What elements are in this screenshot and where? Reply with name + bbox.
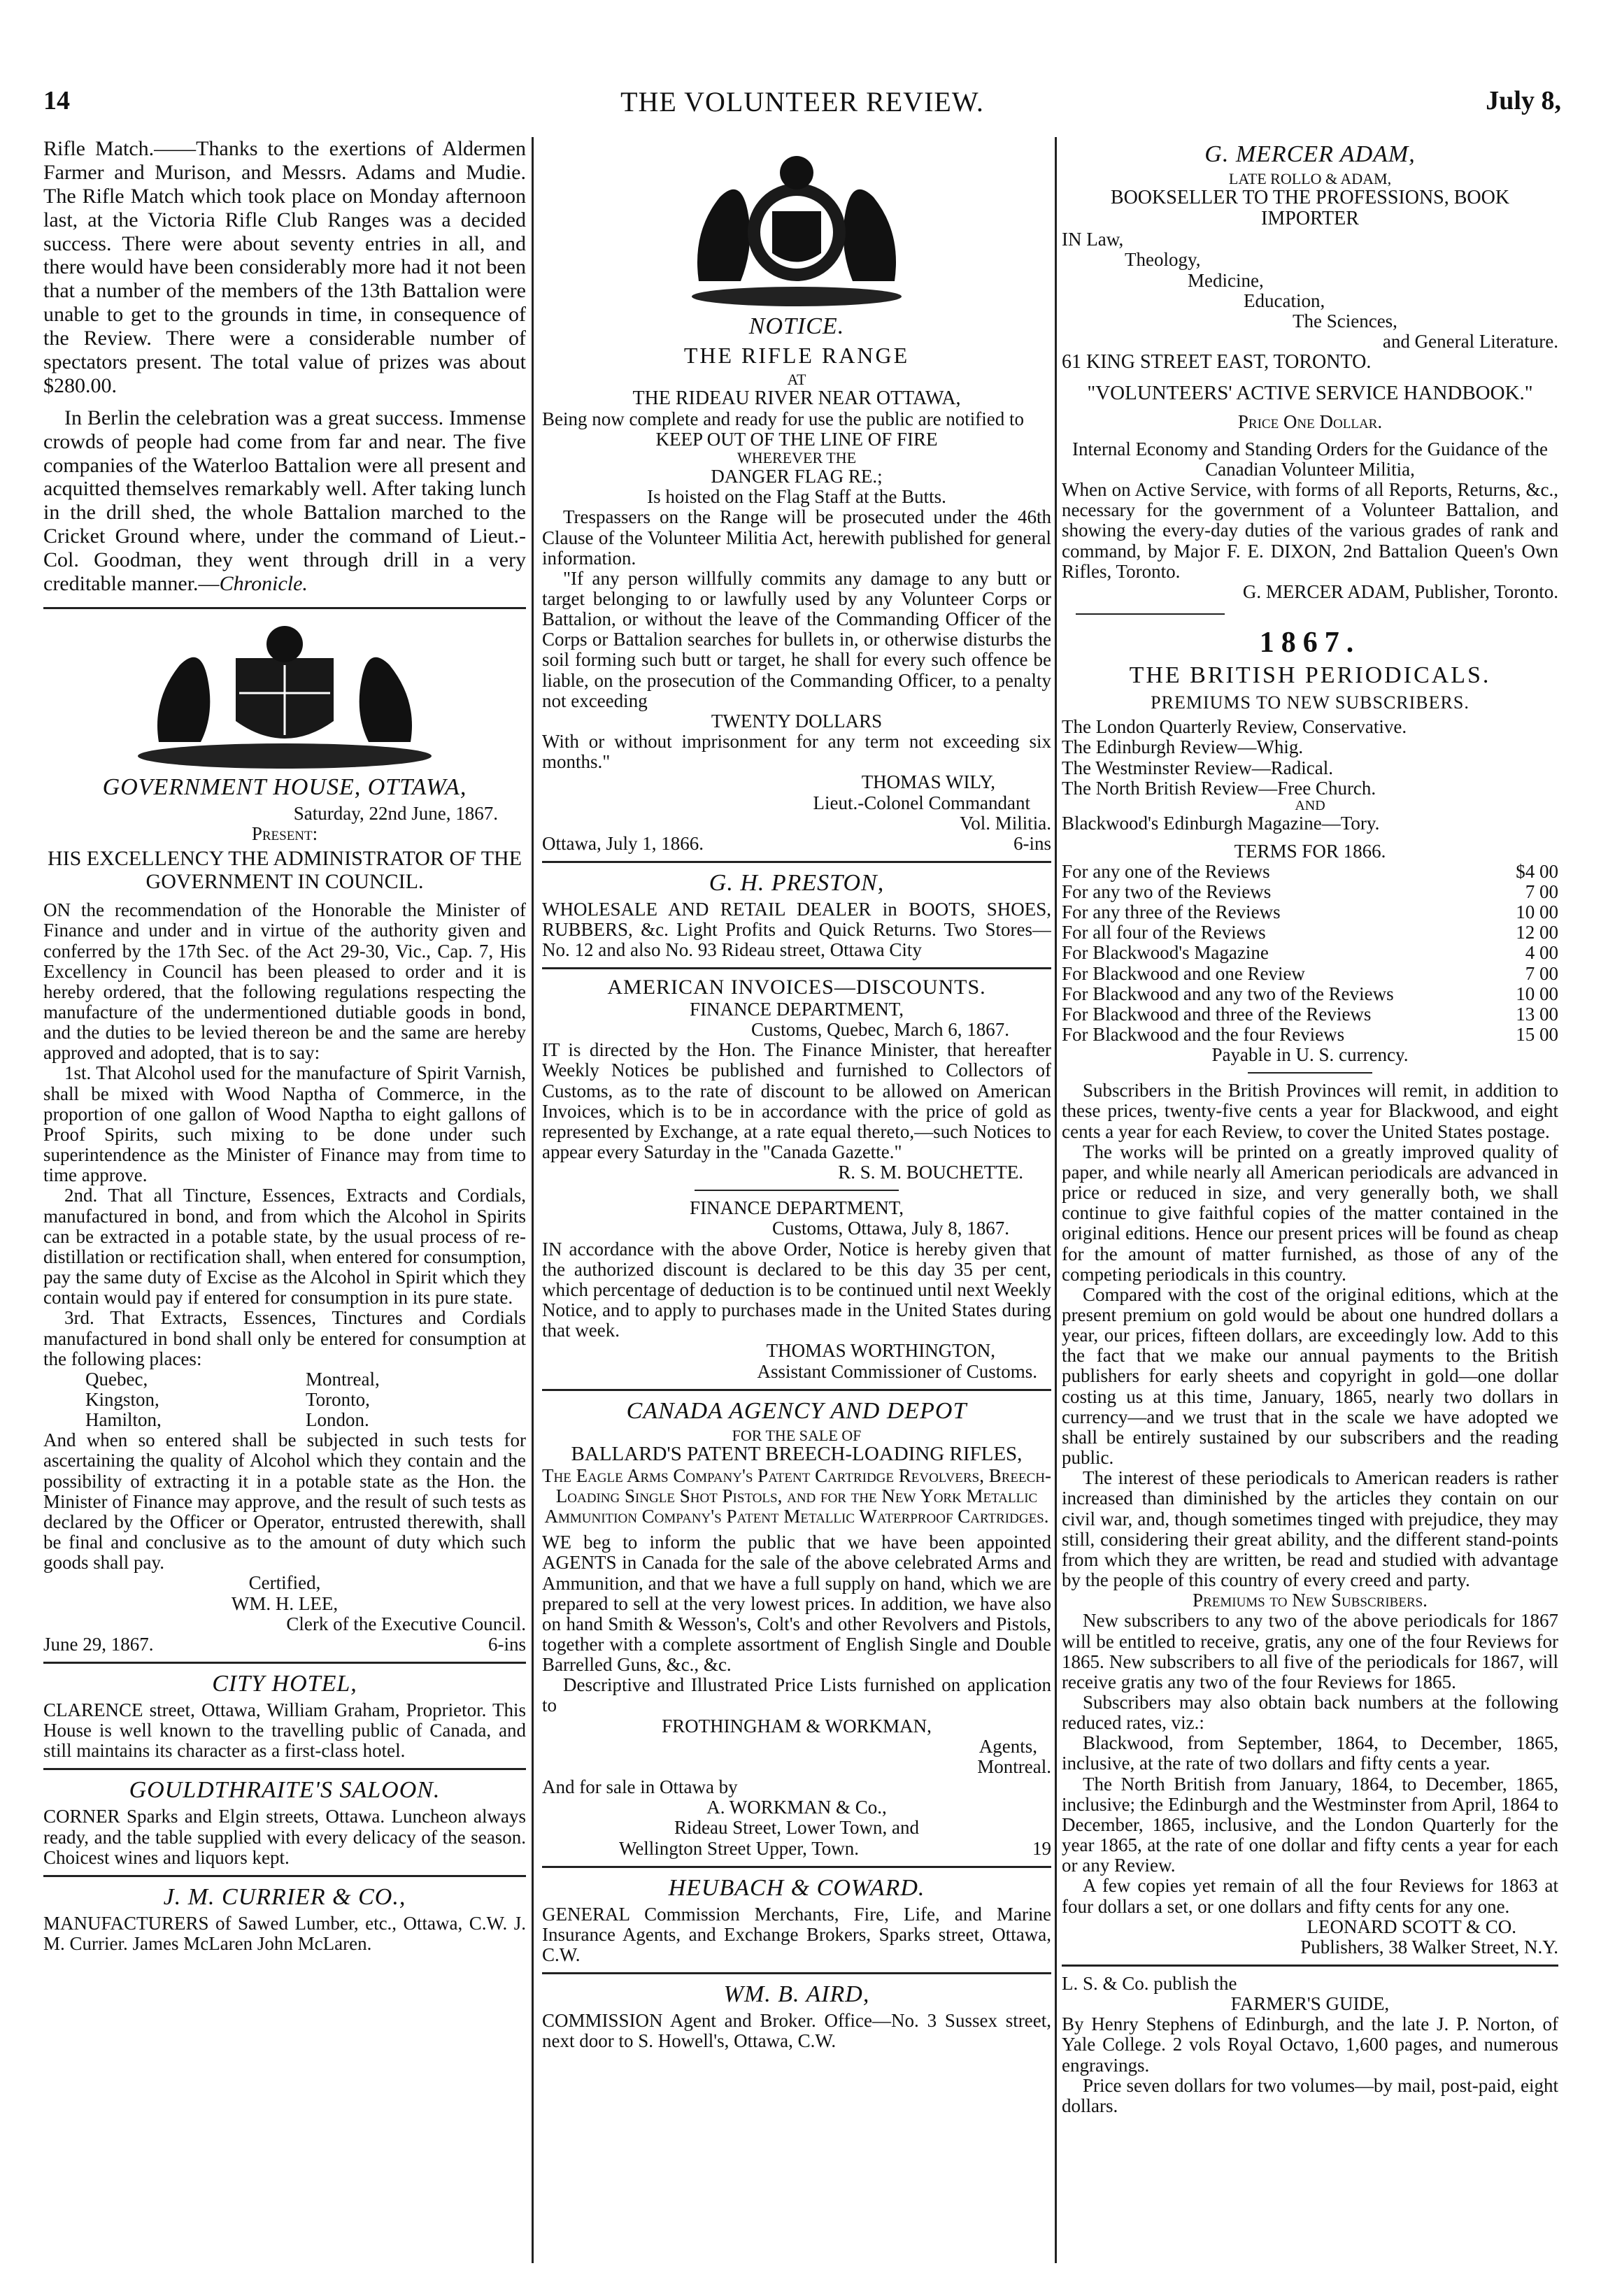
danger-flag-line: DANGER FLAG RE.; <box>711 466 883 487</box>
government-house-heading: GOVERNMENT HOUSE, OTTAWA, <box>102 773 467 800</box>
militia-act-quote: "If any person willfully commits any damage to any butt or target belonging to or lawfully used by any Volunteer Corps or Battalion, or without the leave of the Commanding Officer of the Corps or Battalion searches for bullets in, or otherwise disturbs the soil forming such butt or target, he shall for every such offence be liable, on the prosecution of the Commanding Officer, to a penalty not exceeding <box>542 567 1051 711</box>
order-date-line: Saturday, 22nd June, 1867. <box>293 802 498 824</box>
terms-row: For any two of the Reviews 7 00 <box>1062 880 1558 902</box>
places-list <box>43 1369 526 1430</box>
column-divider <box>532 137 534 2263</box>
price-seven-text: Price seven dollars for two volumes—by mail, post-paid, eight dollars. <box>1062 2074 1558 2116</box>
section-rule <box>43 607 526 609</box>
terms-row: For Blackwood and three of the Reviews 13 00 <box>1062 1003 1558 1025</box>
year-heading: 1867. <box>1259 627 1361 659</box>
handbook-title: "VOLUNTEERS' ACTIVE SERVICE HANDBOOK." <box>1087 382 1533 405</box>
discount-notice: IN accordance with the above Order, Notice is hereby given that the authorized discount is declared to be this day 35 per cent, which percentage of deduction is to be continued until next Weekly Notice, and to apply to purchases made in the United States during that week. <box>542 1238 1051 1341</box>
farmers-guide-heading: FARMER'S GUIDE, <box>1230 1993 1390 2015</box>
section-rule <box>43 1662 526 1664</box>
trespassers-text: Trespassers on the Range will be prosecuted under the 46th Clause of the Volunteer Militia Act, herewith published for general information. <box>542 506 1051 569</box>
subject-law: IN Law, <box>1062 229 1124 250</box>
subject-literature: and General Literature. <box>1382 331 1558 352</box>
wherever-label: WHEREVER THE <box>737 449 857 467</box>
bouchette-signature: R. S. M. BOUCHETTE. <box>838 1162 1023 1183</box>
north-british-text: The North British from January, 1864, to December, 1865, inclusive; the Edinburgh and the Westminster from April, 1864 to December, 1865, inclusive, and the London Quarterly for the year 1865, at the rate of one dollar and fifty cents a year for each or any Review. <box>1062 1773 1558 1876</box>
place-item: Quebec, <box>85 1368 148 1390</box>
few-copies-text: A few copies yet remain of all the four Reviews for 1863 at four dollars a set, or one dollars and fifty cents for any one. <box>1062 1875 1558 1917</box>
review-item: The Edinburgh Review—Whig. <box>1062 736 1304 758</box>
imprisonment-text: With or without imprisonment for any term not exceeding six months." <box>542 731 1051 773</box>
city-hotel-ad: CLARENCE street, Ottawa, William Graham, Proprietor. This House is well known to the travelling public of Canada, and still maintains its character as a first-class hotel. <box>43 1699 526 1762</box>
city-hotel-heading: CITY HOTEL, <box>212 1671 357 1697</box>
customs-quebec-date: Customs, Quebec, March 6, 1867. <box>751 1019 1009 1041</box>
terms-table <box>1062 862 1558 1045</box>
aird-heading: WM. B. AIRD, <box>723 1981 870 2008</box>
publish-line: L. S. & Co. publish the <box>1062 1973 1237 1994</box>
terms-row: For any one of the Reviews $4 00 <box>1062 860 1558 882</box>
agents-label: Agents, <box>979 1735 1037 1757</box>
aird-ad: COMMISSION Agent and Broker. Office—No. 3 Sussex street, next door to S. Howell's, Ottawa, C.W. <box>542 2010 1051 2052</box>
insertion-count: 19 <box>1032 1837 1051 1859</box>
signer-name: WM. H. LEE, <box>231 1592 339 1614</box>
insertion-count: 6-ins <box>1013 832 1051 854</box>
section-rule <box>542 1866 1051 1868</box>
economy-text: Internal Economy and Standing Orders for the Guidance of the Canadian Volunteer Militia, <box>1072 438 1549 480</box>
royal-coat-of-arms-icon <box>678 141 916 309</box>
payable-line: Payable in U. S. currency. <box>1211 1044 1409 1066</box>
for-sale-label: FOR THE SALE OF <box>732 1426 862 1444</box>
heubach-heading: HEUBACH & COWARD. <box>668 1874 925 1901</box>
page-number: 14 <box>43 86 70 115</box>
terms-row: For Blackwood and the four Reviews 15 00 <box>1062 1023 1558 1045</box>
subject-sciences: The Sciences, <box>1293 310 1397 331</box>
eagle-arms-text: The Eagle Arms Company's Patent Cartridge Revolvers, Breech-Loading Single Shot Pistols, and for the New York Metallic Ammunition Company's Patent Metallic Waterproof Cartridges. <box>542 1464 1051 1527</box>
order-clause-1: 1st. That Alcohol used for the manufacture of Spirit Varnish, shall be mixed with Wood Naptha of Commerce, in the proportion of one gallon of Wood Naptha to eight gallons of Proof Spirits, such mixing to be done under such superintendence as the Minister of Finance may from time to time approve. <box>43 1062 526 1186</box>
handbook-price: Price One Dollar. <box>1237 411 1383 432</box>
customs-ottawa-date: Customs, Ottawa, July 8, 1867. <box>771 1218 1009 1239</box>
workman-footer <box>542 1839 1051 1859</box>
new-subscribers-text: New subscribers to any two of the above periodicals for 1867 will be entitled to receive, gratis, any one of the four Reviews for 1865. New subscribers to all five of the periodicals for 1867, will receive gratis any two of the four Reviews for 1865. <box>1062 1610 1558 1692</box>
column-left <box>43 137 526 2263</box>
present-label: Present: <box>251 823 318 845</box>
certified-label: Certified, <box>248 1572 321 1594</box>
column-middle <box>542 137 1051 2263</box>
short-rule <box>1248 1072 1372 1074</box>
newspaper-title: THE VOLUNTEER REVIEW. <box>620 86 984 117</box>
order-clause-2: 2nd. That all Tincture, Essences, Extracts and Cordials, manufactured in bond, and from which the Alcohol in Spirits can be extracted in a potable state, by the usual process of re-distillation or rectification shall, when entered for consumption, pay the same duty of Excise as the Alcohol in Spirit which they contain would pay if entered for consumption in its pure state. <box>43 1185 526 1309</box>
saloon-heading: GOULDTHRAITE'S SALOON. <box>129 1777 441 1804</box>
interest-text: The interest of these periodicals to American readers is rather increased than diminished by the articles they contain on our civil war, and, though sometimes tinged with prejudice, they may still, considering their great ability, and the different stand-points from which they are written, be read and studied with advantage by the people of this country of every creed and party. <box>1062 1467 1558 1591</box>
agents-notice: WE beg to inform the public that we have been appointed AGENTS in Canada for the sale of the above celebrated Arms and Ammunition, and that we have a full supply on hand, which we are prepared to sell at the very lowest prices. In addition, we have also on hand Smith & Wesson's, Colt's and other Revolvers and Pistols, together with a complete assortment of English Single and Double Barrelled Guns, &c., &c. <box>542 1532 1051 1676</box>
currier-ad: MANUFACTURERS of Sawed Lumber, etc., Ottawa, C.W. J. M. Currier. James McLaren John McLaren. <box>43 1912 526 1955</box>
section-rule <box>542 967 1051 969</box>
keep-out-line: KEEP OUT OF THE LINE OF FIRE <box>655 429 938 450</box>
order-dated: June 29, 1867. <box>43 1633 154 1655</box>
depot-heading: CANADA AGENCY AND DEPOT <box>626 1397 967 1424</box>
premiums-heading: PREMIUMS TO NEW SUBSCRIBERS. <box>1151 692 1470 713</box>
active-service-text: When on Active Service, with forms of all Reports, Returns, &c., necessary for the government of a Volunteer Battalion, and showing the every-day duties of the various grades of rank and command, by Major F. E. DIXON, 2nd Battalion Queen's Own Rifles, Toronto. <box>1062 479 1558 582</box>
worthington-title: Assistant Commissioner of Customs. <box>757 1360 1037 1382</box>
hoisted-line: Is hoisted on the Flag Staff at the Butts. <box>647 486 946 508</box>
preston-heading: G. H. PRESTON, <box>709 870 885 897</box>
order-intro: ON the recommendation of the Honorable the Minister of Finance and under and in virtue of the authority given and conferred by the 17th Sec. of the Act 29-30, Vic., Cap. 7, His Excellency in Council has been pleased to order and it is hereby ordered, that the following regulations respecting the manufacture of the undermentioned dutiable goods in bond, and the duties to be levied thereon be and the same are hereby approved and adopted, that is to say: <box>43 899 526 1064</box>
blackwood-item: Blackwood's Edinburgh Magazine—Tory. <box>1062 813 1380 834</box>
works-text: The works will be printed on a greatly improved quality of paper, and while nearly all American periodicals are advanced in price or reduced in size, and very generally both, we shall continue to give faithful copies of the matter contained in the original editions. Hence our present prices will be found as cheap for the amount of matter furnished, as those of any of the competing periodicals in this country. <box>1062 1141 1558 1285</box>
subject-education: Education, <box>1244 290 1325 311</box>
terms-row: For any three of the Reviews 10 00 <box>1062 901 1558 923</box>
wily-name: THOMAS WILY, <box>861 771 995 793</box>
frothingham-name: FROTHINGHAM & WORKMAN, <box>662 1715 932 1737</box>
notice-heading: NOTICE. <box>748 313 845 339</box>
place-item: Kingston, <box>85 1388 159 1410</box>
notice-footer <box>542 834 1051 854</box>
wellington-street-text: Wellington Street Upper, Town. <box>619 1837 860 1859</box>
section-rule <box>43 1875 526 1877</box>
terms-row: For Blackwood's Magazine 4 00 <box>1062 942 1558 964</box>
subject-medicine: Medicine, <box>1188 269 1264 291</box>
signer-title: Clerk of the Executive Council. <box>286 1613 526 1634</box>
terms-row: For Blackwood and one Review 7 00 <box>1062 962 1558 984</box>
ballards-heading: BALLARD'S PATENT BREECH-LOADING RIFLES, <box>571 1443 1023 1466</box>
periodicals-heading: THE BRITISH PERIODICALS. <box>1129 662 1491 689</box>
scott-name: LEONARD SCOTT & CO. <box>1307 1916 1516 1937</box>
wily-title: Lieut.-Colonel Commandant <box>813 792 1030 813</box>
column-right <box>1062 137 1558 2263</box>
short-rule <box>1076 613 1225 615</box>
issue-date: July 8, <box>1486 86 1561 115</box>
review-item: The London Quarterly Review, Conservative. <box>1062 716 1407 738</box>
sale-ottawa-text: And for sale in Ottawa by <box>542 1776 738 1798</box>
saloon-ad: CORNER Sparks and Elgin streets, Ottawa. Luncheon always ready, and the table supplied with every delicacy of the season. Choicest wines and liquors kept. <box>43 1806 526 1868</box>
rifle-range-heading: THE RIFLE RANGE <box>683 343 910 368</box>
place-item: London. <box>306 1409 369 1431</box>
terms-heading: TERMS FOR 1866. <box>1234 840 1386 862</box>
royal-coat-of-arms-icon <box>124 616 446 770</box>
back-numbers-text: Subscribers may also obtain back numbers at the following reduced rates, viz.: <box>1062 1691 1558 1734</box>
review-item: The Westminster Review—Radical. <box>1062 757 1333 778</box>
finance-department-label: FINANCE DEPARTMENT, <box>690 1197 904 1219</box>
invoices-heading: AMERICAN INVOICES—DISCOUNTS. <box>607 976 986 999</box>
rifle-match-article: Rifle Match.——Thanks to the exertions of Aldermen Farmer and Murison, and Messrs. Adams and Mudie. The Rifle Match which took place on Monday afternoon last, at the Victoria Rifle Club Ranges was a decided success. There were about seventy entries in all, and there would have been considerably more had it not been that a number of the members of the 13th Battalion were unable to get to the grounds in time, in consequence of the Review. There were a considerable number of spectators present. The total value of prizes was about $280.00. <box>43 137 526 397</box>
range-complete-text: Being now complete and ready for use the public are notified to <box>542 408 1025 429</box>
place-item: Toronto, <box>306 1388 370 1410</box>
berlin-article: In Berlin the celebration was a great success. Immense crowds of people had come from far and near. The five companies of the Waterloo Battalion were all present and acquitted themselves remarkably well. After taking lunch in the drill shed, the whole Battalion marched to the Cricket Ground where, under the command of Lieut.-Col. Goodman, they went through drill in a very creditable manner.—Chronicle. <box>43 406 526 596</box>
adam-publisher: G. MERCER ADAM, Publisher, Toronto. <box>1242 580 1558 602</box>
notice-date: Ottawa, July 1, 1866. <box>542 832 704 854</box>
terms-row: For Blackwood and any two of the Reviews 10 00 <box>1062 983 1558 1004</box>
late-rollo-label: LATE ROLLO & ADAM, <box>1228 170 1392 187</box>
stephens-text: By Henry Stephens of Edinburgh, and the late J. P. Norton, of Yale College. 2 vols Royal Octavo, 1,600 pages, and numerous engravings. <box>1062 2013 1558 2076</box>
blackwood-rate-text: Blackwood, from September, 1864, to December, 1865, inclusive, at the rate of two dollars and fifty cents a year. <box>1062 1732 1558 1774</box>
scott-address: Publishers, 38 Walker Street, N.Y. <box>1300 1936 1558 1958</box>
wily-corps: Vol. Militia. <box>960 812 1051 834</box>
preston-ad: WHOLESALE AND RETAIL DEALER in BOOTS, SHOES, RUBBERS, &c. Light Profits and Quick Returns. Two Stores—No. 12 and also No. 93 Rideau street, Ottawa City <box>542 899 1051 961</box>
terms-row: For all four of the Reviews 12 00 <box>1062 922 1558 943</box>
review-item: The North British Review—Free Church. <box>1062 777 1376 799</box>
price-lists-text: Descriptive and Illustrated Price Lists furnished on application to <box>542 1674 1051 1716</box>
order-conclusion: And when so entered shall be subjected in such tests for ascertaining the quality of Alcohol which they contain and the possibility of extracting it in a potable state as the Hon. the Minister of Finance may approve, and the result of such tests as declared by the Officer or Operator, entrusted therewith, shall be final and conclusive as to the amount of duty which such goods shall pay. <box>43 1429 526 1574</box>
place-item: Montreal, <box>306 1368 380 1390</box>
section-rule <box>43 1768 526 1770</box>
subscribers-text: Subscribers in the British Provinces will remit, in addition to these prices, twenty-five cents a year for Blackwood, and eight cents a year for each Review, to cover the United States postage. <box>1062 1080 1558 1142</box>
at-label: AT <box>787 371 806 388</box>
column-divider <box>1055 137 1057 2263</box>
section-rule <box>542 1972 1051 1974</box>
twenty-dollars-line: TWENTY DOLLARS <box>711 710 883 732</box>
rideau-river-heading: THE RIDEAU RIVER NEAR OTTAWA, <box>632 387 961 409</box>
new-subscribers-heading: Premiums to New Subscribers. <box>1193 1590 1428 1611</box>
invoices-notice: IT is directed by the Hon. The Finance Minister, that hereafter Weekly Notices be published and furnished to Collectors of Customs, as to the rate of discount to be allowed on American Invoices, which is to be in accordance with the price of gold as represented by Exchange, at a rate equal thereto,—such Notices to appear every Saturday in the "Canada Gazette." <box>542 1039 1051 1162</box>
page-header <box>43 85 1561 127</box>
adam-address: 61 KING STREET EAST, TORONTO. <box>1062 351 1372 373</box>
subject-theology: Theology, <box>1125 249 1201 271</box>
order-clause-3: 3rd. That Extracts, Essences, Tinctures and Cordials manufactured in bond shall only be entered for consumption at the following places: <box>43 1307 526 1369</box>
worthington-name: THOMAS WORTHINGTON, <box>766 1340 995 1362</box>
order-footer <box>43 1634 526 1655</box>
section-rule <box>542 861 1051 863</box>
section-rule <box>1062 1965 1558 1967</box>
insertion-count: 6-ins <box>488 1633 526 1655</box>
rideau-street-text: Rideau Street, Lower Town, and <box>674 1817 920 1839</box>
montreal-label: Montreal. <box>977 1755 1051 1777</box>
finance-department-label: FINANCE DEPARTMENT, <box>690 998 904 1020</box>
short-rule <box>695 1190 898 1191</box>
compared-text: Compared with the cost of the original editions, which at the present premium on gold would be about one hundred dollars a year, our prices, fifteen dollars, are exceedingly low. Add to this the fact that we make our annual payments to the British publishers for early sheets and copyright in gold—one dollar costing us at this time, January, 1865, nearly two dollars in currency—and we trust that in the scale we have adopted we shall be entirely sustained by our subscribers and the reading public. <box>1062 1283 1558 1469</box>
bookseller-heading: BOOKSELLER TO THE PROFESSIONS, BOOK IMPORTER <box>1110 186 1510 229</box>
currier-heading: J. M. CURRIER & CO., <box>163 1883 406 1910</box>
heubach-ad: GENERAL Commission Merchants, Fire, Life, and Marine Insurance Agents, and Exchange Brokers, Sparks street, Ottawa, C.W. <box>542 1903 1051 1966</box>
adam-heading: G. MERCER ADAM, <box>1204 141 1416 167</box>
workman-name: A. WORKMAN & Co., <box>706 1797 887 1818</box>
section-rule <box>542 1389 1051 1391</box>
place-item: Hamilton, <box>85 1409 162 1431</box>
article-source: Chronicle. <box>219 572 308 596</box>
excellency-heading: HIS EXCELLENCY THE ADMINISTRATOR OF THE GOVERNMENT IN COUNCIL. <box>47 847 522 894</box>
and-label: AND <box>1295 797 1325 813</box>
